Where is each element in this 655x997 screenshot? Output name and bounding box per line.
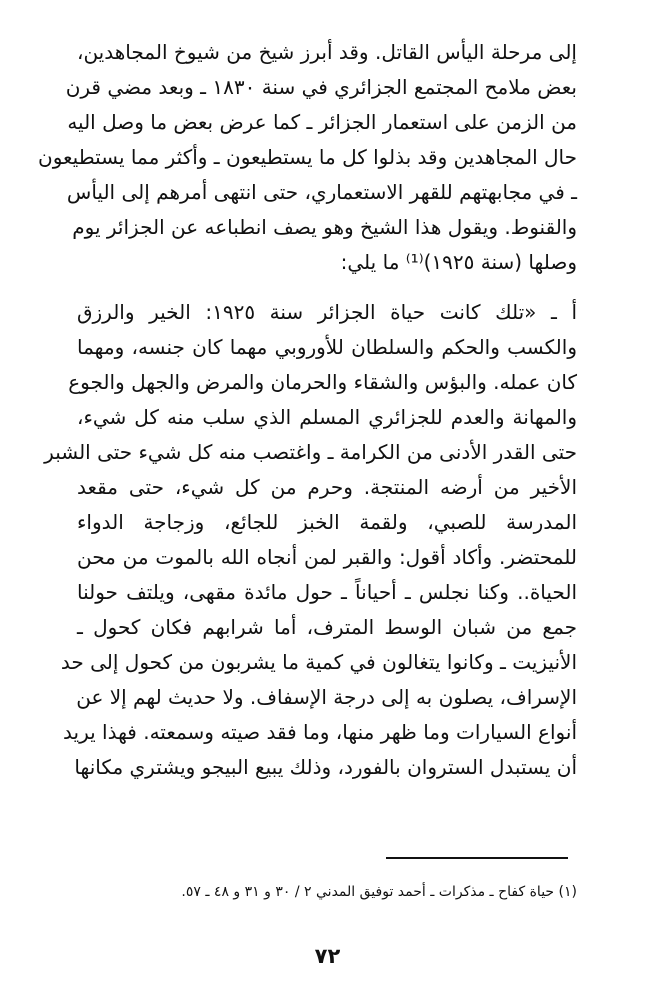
text-line: من الزمن على استعمار الجزائر ـ كما عرض بعض ما وصل اليه: [67, 110, 577, 134]
text-line: ـ في مجابهتهم للقهر الاستعماري، حتى انتهى أمرهم إلى اليأس: [66, 180, 577, 204]
text-line: المدرسة للصبي، ولقمة الخبز للجائع، وزجاجة الدواء: [77, 510, 577, 534]
text-line: والكسب والحكم والسلطان للأوروبي مهما كان جنسه، ومهما: [77, 335, 577, 359]
footnote: (١) حياة كفاح ـ مذكرات ـ أحمد توفيق المدني ٢ / ٣٠ و ٣١ و ٤٨ ـ ٥٧.: [181, 884, 577, 900]
text-line: الأخير من أرضه المنتجة. وحرم من كل شيء، حتى مقعد: [77, 475, 577, 499]
text-line: حال المجاهدين وقد بذلوا كل ما يستطيعون ـ وأكثر مما يستطيعون: [38, 145, 577, 169]
footnote-divider: [386, 857, 568, 859]
text-line: جمع من شبان الوسط المترف، أما شرابهم فكان كحول ـ: [77, 615, 577, 639]
text-line: أن يستبدل الستروان بالفورد، وذلك يبيع البيجو ويشتري مكانها: [74, 755, 577, 779]
text-line: أنواع السيارات وما ظهر منها، وما فقد صيته وسمعته. فهذا يريد: [63, 720, 577, 744]
text-line: بعض ملامح المجتمع الجزائري في سنة ١٨٣٠ ـ وبعد مضي قرن: [65, 75, 577, 99]
text-line: حتى القدر الأدنى من الكرامة ـ واغتصب منه كل شيء حتى الشبر: [44, 440, 577, 464]
text-line: الأنيزيت ـ وكانوا يتغالون في كمية ما يشربون من كحول إلى حد: [60, 650, 577, 674]
text-line: وصلها (سنة ١٩٢٥)⁽¹⁾ ما يلي:: [340, 250, 577, 274]
text-line: الإسراف، يصلون به إلى درجة الإسفاف. ولا حديث لهم إلا عن: [76, 685, 577, 709]
text-line: الحياة.. وكنا نجلس ـ أحياناً ـ حول مائدة مقهى، ويلتف حولنا: [77, 580, 577, 604]
page-number: ٧٢: [314, 944, 341, 968]
text-line: للمحتضر. وأكاد أقول: والقبر لمن أنجاه الله بالموت من محن: [77, 545, 577, 569]
text-line: كان عمله. والبؤس والشقاء والحرمان والمرض والجهل والجوع: [68, 370, 577, 394]
text-line: والمهانة والعدم للجزائري المسلم الذي سلب منه كل شيء،: [77, 405, 577, 429]
text-line: أ ـ «تلك كانت حياة الجزائر سنة ١٩٢٥: الخير والرزق: [77, 300, 577, 324]
text-line: إلى مرحلة اليأس القاتل. وقد أبرز شيخ من شيوخ المجاهدين،: [77, 40, 577, 64]
text-line: والقنوط. ويقول هذا الشيخ وهو يصف انطباعه عن الجزائر يوم: [72, 215, 577, 239]
